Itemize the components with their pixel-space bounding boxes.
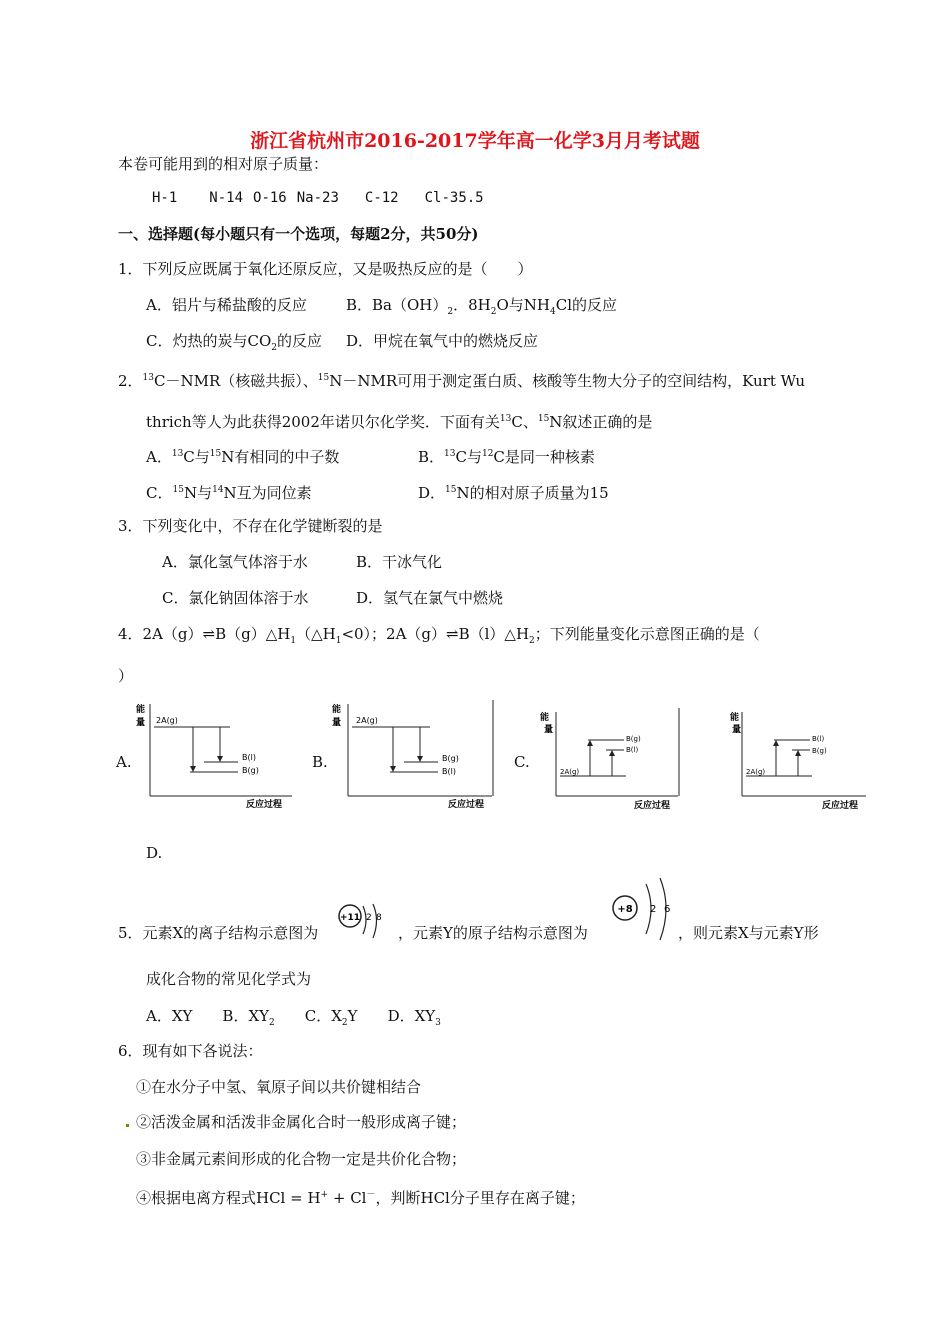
x-shell-1: 2 — [366, 913, 372, 923]
q3-option-d: D．氢气在氯气中燃烧 — [356, 589, 504, 607]
x-axis-label: 反应过程 — [634, 801, 671, 811]
start-label: 2A(g) — [746, 768, 766, 776]
x-axis-label: 反应过程 — [822, 801, 859, 811]
q4-option-b-label: B. — [312, 753, 328, 771]
x-axis-label: 反应过程 — [246, 800, 283, 810]
atomic-mass-n: N-14 — [209, 190, 244, 206]
x-axis-label: 反应过程 — [448, 800, 485, 810]
atomic-mass-list — [152, 188, 484, 208]
y-axis-label-2: 量 — [544, 725, 554, 735]
q3-stem: 3．下列变化中，不存在化学键断裂的是 — [118, 517, 383, 535]
q5-stem-c: ，则元素X与元素Y形 — [678, 924, 819, 942]
q5-option-a: A．XY — [146, 1007, 193, 1025]
q1-stem: 1．下列反应既属于氧化还原反应，又是吸热反应的是（ ） — [118, 260, 533, 278]
q1-option-a: A．铝片与稀盐酸的反应 — [146, 296, 307, 314]
q6-statement-3: ③非金属元素间形成的化合物一定是共价化合物； — [136, 1150, 467, 1168]
b-l-label: B(l) — [812, 735, 825, 743]
q1-option-c: C．灼热的炭与$CO_2$的反应 — [146, 332, 323, 353]
b-l-label: B(l) — [442, 767, 456, 776]
b-g-label: B(g) — [242, 766, 259, 775]
b-l-label: B(l) — [242, 753, 256, 762]
energy-diagram-a — [134, 700, 294, 810]
b-g-label: B(g) — [626, 735, 641, 743]
y-axis-label: 能 — [730, 713, 740, 723]
section-heading: 一、选择题(每小题只有一个选项，每题2分，共50分) — [118, 225, 479, 243]
q6-statement-2: ②活泼金属和活泼非金属化合时一般形成离子键； — [136, 1113, 467, 1131]
q6-statement-1: ①在水分子中氢、氧原子间以共价键相结合 — [136, 1078, 422, 1096]
q4-stem-close: ） — [118, 667, 134, 685]
q4-stem: 4．$2A(g)\rightleftharpoons B(g)\triangle H_1(\triangle H_1<0)$；$2A(g)\rightleftharpoons B(l)\triangle H_2$；下列能量变化示意图正确的是（ — [118, 625, 760, 646]
q3-option-c: C．氯化钠固体溶于水 — [162, 589, 309, 607]
q5-stem-b: ，元素Y的原子结构示意图为 — [398, 924, 588, 942]
y-axis-label-2: 量 — [732, 725, 742, 735]
page-title: 浙江省杭州市2016-2017学年高一化学3月月考试题 — [250, 130, 700, 152]
q2-option-b: B．$^{13}$C与$^{12}$C是同一种核素 — [418, 448, 595, 466]
y-axis-label: 能 — [332, 705, 342, 715]
q1-option-d: D．甲烷在氧气中的燃烧反应 — [346, 332, 539, 350]
energy-diagram-b — [330, 700, 494, 810]
q6-statement-4: ④根据电离方程式HCl = H+ + Cl－，判断HCl分子里存在离子键； — [136, 1189, 585, 1207]
atomic-mass-o: O-16 — [253, 190, 287, 206]
energy-diagram-c — [530, 708, 680, 812]
q3-option-b: B．干冰气化 — [356, 553, 443, 571]
start-label: 2A(g) — [356, 716, 378, 725]
atomic-mass-cl: Cl-35.5 — [424, 190, 484, 206]
q3-option-a: A．氯化氢气体溶于水 — [162, 553, 308, 571]
atomic-mass-h: H-1 — [152, 190, 178, 206]
y-shell-1: 2 — [650, 904, 657, 915]
energy-diagram-d — [720, 708, 868, 812]
y-axis-label: 能 — [136, 705, 146, 715]
q5-option-c: C．$X_2Y$ — [304, 1007, 358, 1028]
q5-stem-line2: 成化合物的常见化学式为 — [146, 970, 312, 988]
y-axis-label-2: 量 — [136, 718, 146, 728]
atom-structure-y — [610, 876, 678, 946]
x-shell-2: 8 — [376, 913, 382, 923]
b-g-label: B(g) — [812, 747, 827, 755]
y-nucleus-charge: +8 — [617, 904, 633, 915]
y-axis-label: 能 — [540, 713, 550, 723]
q2-option-c: C．$^{15}$N与$^{14}$N互为同位素 — [146, 484, 312, 502]
atomic-mass-c: C-12 — [364, 190, 399, 206]
x-nucleus-charge: +11 — [339, 913, 361, 923]
q5-options — [146, 1006, 441, 1033]
q5-option-d: D．$XY_3$ — [387, 1007, 441, 1028]
intro-text: 本卷可能用到的相对原子质量： — [118, 155, 329, 173]
q5-option-b: B．$XY_2$ — [222, 1007, 275, 1028]
q2-option-a: A．$^{13}$C与$^{15}$N有相同的中子数 — [146, 448, 340, 466]
atomic-mass-na: Na-23 — [296, 190, 339, 206]
q1-option-b: B．$Ba(OH)_2$．$8H_2O$与$NH_4Cl$的反应 — [346, 296, 617, 317]
b-l-label: B(l) — [626, 746, 639, 754]
start-label: 2A(g) — [156, 716, 178, 725]
q4-option-d-label: D. — [146, 844, 163, 862]
b-g-label: B(g) — [442, 754, 459, 763]
y-shell-2: 6 — [664, 904, 671, 915]
q4-option-c-label: C. — [514, 753, 530, 771]
q4-option-a-label: A. — [116, 753, 132, 771]
start-label: 2A(g) — [560, 768, 580, 776]
q2-stem-line1: 2．$^{13}$C－NMR（核磁共振）、$^{15}$N－NMR可用于测定蛋白质、核酸等生物大分子的空间结构，Kurt Wu — [118, 372, 806, 390]
q6-stem: 6．现有如下各说法： — [118, 1042, 263, 1060]
q2-stem-line2: thrich等人为此获得2002年诺贝尔化学奖．下面有关$^{13}$C、$^{15}$N叙述正确的是 — [146, 413, 653, 431]
y-axis-label-2: 量 — [332, 718, 342, 728]
stray-mark — [126, 1124, 129, 1127]
ion-structure-x — [336, 902, 388, 946]
q5-stem-a: 5．元素X的离子结构示意图为 — [118, 924, 319, 942]
q2-option-d: D．$^{15}$N的相对原子质量为15 — [418, 484, 609, 502]
